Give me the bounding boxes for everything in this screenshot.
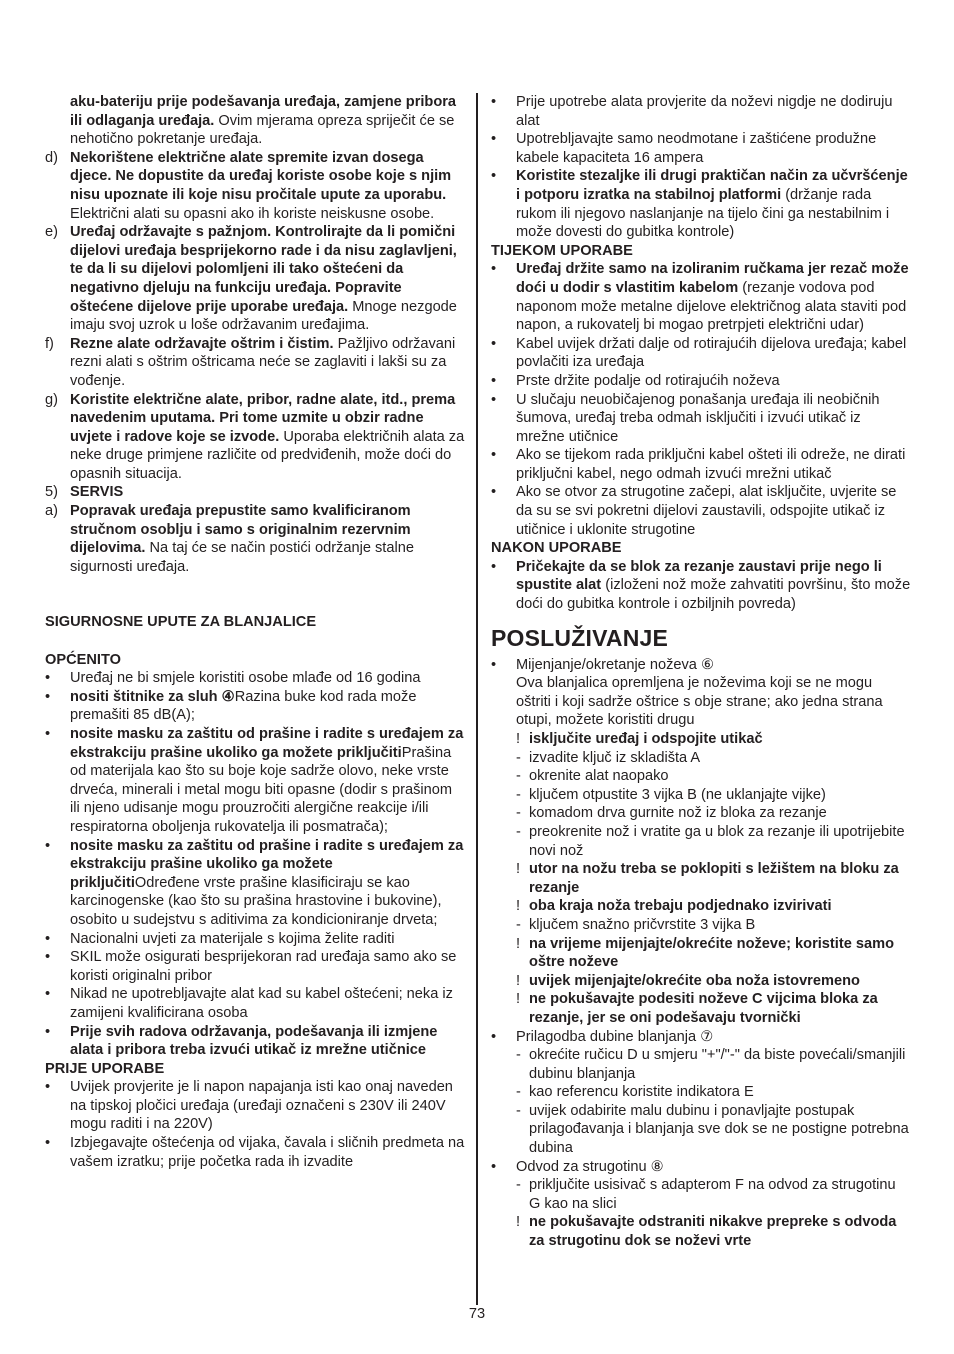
item-text: izvadite ključ iz skladišta A [529, 749, 701, 766]
numbered-item [45, 335, 465, 391]
item-text: komadom drva gurnite nož iz bloka za rezanje [529, 805, 827, 822]
item-text: Kabel uvijek držati dalje od rotirajućih dijelova uređaja; kabel povlačiti iza uređaja [516, 335, 907, 371]
bold-text: Popravak uređaja prepustite samo kvalificiranom stručnom osoblju i samo s originalnim rezervnim dijelovima. [70, 503, 411, 557]
bullet-item [491, 446, 911, 483]
bullet-item [45, 930, 465, 949]
section-heading: SIGURNOSNE UPUTE ZA BLANJALICE [45, 614, 317, 631]
item-marker: • [45, 726, 51, 742]
item-text: (držanje rada rukom ili njegovo naslanjanje na tijelo čini ga nestabilnim i može dovesti do gubitka kontrole) [516, 186, 890, 241]
bold-text: oba kraja noža trebaju podjednako izvirivati [529, 898, 832, 915]
item-marker: • [491, 335, 497, 352]
item-text: preokrenite nož i vratite ga u blok za rezanje ili upotrijebite novi nož [529, 823, 905, 859]
item-marker: • [491, 484, 497, 501]
section-heading: PRIJE UPORABE [45, 1060, 165, 1077]
item-marker: e) [45, 224, 58, 241]
bold-text: nosite masku za zaštitu od prašine i radite s uređajem za ekstrakciju prašine ukoliko ga možete priključiti [70, 837, 464, 891]
item-text: okrećite ručicu D u smjeru "+"/"-" da biste povećali/smanjili dubinu blanjanja [529, 1047, 906, 1082]
section-heading: TIJEKOM UPORABE [491, 242, 633, 259]
item-text: uvijek odabirite malu dubinu i ponavljajte postupak prilagođavanja i blanjanja sve dok se ne postigne potrebna dubina [529, 1102, 909, 1157]
bullet-item [491, 335, 911, 372]
spacer [45, 576, 465, 613]
item-marker: • [491, 168, 497, 185]
item-marker: - [516, 916, 521, 933]
item-marker: • [45, 949, 51, 966]
bullet-item [491, 483, 911, 539]
bullet-item [491, 93, 911, 130]
item-text: Na taj će se način postići održanje stalne sigurnosti uređaja. [70, 540, 414, 575]
item-text: Prašina od materijala kao što su boje koje sadrže olovo, neke vrste drveća, minerali i metal mogu biti opasne (dodir s prašinom ili njeno udisanje mogu prouzročiti alergične reakcije i/ili respiratorna oboljenja rukovatelja ili posmatrača); [70, 744, 453, 835]
item-text: Odvod za strugotinu ⑧ [516, 1158, 664, 1175]
page-number: 73 [468, 1306, 486, 1322]
item-marker: • [45, 1023, 51, 1040]
bold-text: Nekorištene električne alate spremite izvan dosega djece. Ne dopustite da uređaj koriste osobe koje s njim nisu upoznate ili koje nisu pročitale upute za uporabu. [70, 149, 452, 203]
bullet-item [45, 669, 465, 688]
item-marker: • [45, 986, 51, 1003]
bullet-item [491, 167, 911, 241]
item-text: Nacionalni uvjeti za materijale s kojima želite raditi [70, 930, 395, 947]
item-marker: - [516, 768, 521, 785]
item-text: Razina buke kod rada može premašiti 85 dB(A); [70, 688, 417, 724]
item-marker: d) [45, 149, 58, 166]
item-marker: - [516, 1177, 521, 1194]
item-text: (izloženi nož može zahvatiti površinu, što može doći do gubitka kontrole i ozbiljnih povreda) [516, 577, 911, 613]
bullet-item [45, 948, 465, 985]
item-text: Ovim mjerama opreza spriječit će se nehotično pokretanje uređaja. [70, 112, 455, 148]
bold-text: na vrijeme mijenjajte/okrećite noževe; koristite samo oštre noževe [529, 935, 894, 971]
item-text: priključite usisivač s adapterom F na odvod za strugotinu G kao na slici [529, 1177, 896, 1212]
bullet-item [491, 130, 911, 167]
item-marker: ! [516, 972, 521, 989]
item-text: Određene vrste prašine klasificiraju se kao karcinogenske (kao što su prašina hrastovine i bukovine), osobito u sudejstvu s aditivima za kondicioniranje drveta; [70, 874, 442, 928]
item-text: U slučaju neuobičajenog ponašanja uređaja ili neobičnih šumova, uređaj treba odmah isključiti i izvući utikač iz mrežne utičnice [516, 391, 880, 445]
numbered-item [45, 391, 465, 484]
sub-item [491, 749, 911, 768]
item-marker: • [45, 1135, 51, 1152]
numbered-item [45, 483, 465, 502]
item-marker: • [491, 131, 497, 148]
bold-text: Koristite električne alate, pribor, radne alate, itd., prema navedenim uputama. Pri tome uzmite u obzir radne uvjete i radove koje se izvode. [70, 391, 456, 445]
bold-text: nosite masku za zaštitu od prašine i radite s uređajem za ekstrakciju prašine ukoliko ga možete priključiti [70, 726, 464, 761]
item-marker: a) [45, 503, 58, 520]
sub-item [491, 972, 911, 991]
bullet-item [491, 260, 911, 334]
bold-text: Koristite stezaljke ili drugi praktičan način za učvršćenje i potporu izratka na stabilnoj platformi [516, 168, 908, 203]
item-text: Ako se tijekom rada priključni kabel ošteti ili odreže, ne dirati priključni kabel, nego odmah izvući mrežni utikač [516, 447, 906, 482]
bold-text: aku-bateriju prije podešavanja uređaja, zamjene pribora ili odlaganja uređaja. [70, 94, 457, 129]
item-marker: ! [516, 731, 521, 747]
paragraph [491, 674, 911, 730]
sub-item [491, 1083, 911, 1102]
bullet-item [45, 725, 465, 837]
item-marker: • [45, 670, 51, 687]
item-text: Prije upotrebe alata provjerite da noževi nigdje ne dodiruju alat [516, 94, 893, 129]
section-heading: OPĆENITO [45, 651, 121, 668]
sub-item [491, 786, 911, 805]
item-text: Ako se otvor za strugotine začepi, alat isključite, uvjerite se da su se svi pokretni dijelovi zaustavili, odspojite utikač iz utičnice i uklonite strugotine [516, 484, 897, 538]
bullet-item [45, 1134, 465, 1171]
bold-text: SERVIS [70, 484, 124, 501]
item-text: okrenite alat naopako [529, 768, 669, 785]
item-marker: • [491, 1028, 497, 1045]
sub-item [491, 860, 911, 897]
bold-text: Uređaj držite samo na izoliranim ručkama jer rezač može doći u dodir s vlastitim kabelom [516, 261, 909, 296]
item-marker: f) [45, 335, 54, 352]
item-marker: - [516, 1084, 521, 1101]
item-marker: - [516, 1047, 521, 1064]
bold-text: nositi štitnike za sluh ④ [70, 688, 235, 705]
spacer [45, 632, 465, 651]
item-marker: • [491, 1158, 497, 1175]
item-text: ključem snažno pričvrstite 3 vijka B [529, 916, 756, 933]
sub-item [491, 1102, 911, 1158]
item-marker: - [516, 786, 521, 803]
bold-text: Pričekajte da se blok za rezanje zaustavi prije nego li spustite alat [516, 558, 882, 594]
item-marker: ! [516, 935, 521, 952]
item-text: Uvijek provjerite je li napon napajanja isti kao onaj naveden na tipskoj pločici uređaja (uređaji označeni s 230V ili 240V mogu raditi i na 220V) [70, 1079, 453, 1133]
bullet-item [45, 985, 465, 1022]
left-column [45, 93, 465, 1171]
item-marker: • [491, 261, 497, 278]
sub-item [491, 990, 911, 1027]
bullet-item [45, 1023, 465, 1060]
item-marker: • [491, 558, 497, 575]
item-marker: • [45, 688, 51, 705]
item-text: ključem otpustite 3 vijka B (ne uklanjajte vijke) [529, 786, 826, 803]
sub-item [491, 730, 911, 749]
item-marker: - [516, 805, 521, 822]
section-title: POSLUŽIVANJE [491, 624, 669, 651]
bullet-item [45, 688, 465, 725]
sub-item [491, 916, 911, 935]
item-marker: ! [516, 861, 521, 878]
item-text: SKIL može osigurati besprijekoran rad uređaja samo ako se koristi originalni pribor [70, 949, 457, 984]
bullet-item [491, 558, 911, 614]
item-text: Pažljivo održavani rezni alati s oštrim oštricama neće se zaglaviti i lakši su za vođenje. [70, 335, 456, 389]
sub-item [491, 804, 911, 823]
sub-item [491, 935, 911, 972]
bold-text: isključite uređaj i odspojite utikač [529, 731, 763, 747]
item-text: Električni alati su opasni ako ih koriste neiskusne osobe. [70, 205, 435, 222]
bullet-item [491, 656, 911, 675]
item-text: kao referencu koristite indikatora E [529, 1084, 754, 1101]
paragraph-text: Ova blanjalica opremljena je noževima koji se ne mogu oštriti i koji sadrže oštrice s obje strane; ako jedna strana otupi, možete koristiti drugu [516, 675, 883, 729]
numbered-item [45, 149, 465, 223]
bold-text: uvijek mijenjajte/okrećite oba noža istovremeno [529, 972, 860, 989]
sub-item [491, 767, 911, 786]
sub-item [491, 1046, 911, 1083]
sub-item [491, 1213, 911, 1250]
right-column [491, 93, 911, 1251]
item-marker: • [491, 391, 497, 408]
item-marker: ! [516, 898, 521, 915]
item-text: Izbjegavajte oštećenja od vijaka, čavala i sličnih predmeta na vašem izratku; prije početka rada ih izvadite [70, 1135, 465, 1170]
item-text: Prste držite podalje od rotirajućih noževa [516, 372, 780, 389]
item-marker: ! [516, 991, 521, 1008]
item-marker: • [45, 837, 51, 854]
bullet-item [45, 837, 465, 930]
bold-text: Prije svih radova održavanja, podešavanja ili izmjene alata i pribora treba izvući utikač iz mrežne utičnice [70, 1023, 438, 1059]
numbered-item [45, 223, 465, 335]
bullet-item [491, 391, 911, 447]
bullet-item [491, 372, 911, 391]
bullet-item [491, 1158, 911, 1177]
item-marker: • [491, 94, 497, 110]
column-divider [476, 93, 478, 1305]
item-marker: - [516, 823, 521, 840]
sub-item [491, 897, 911, 916]
item-marker: g) [45, 391, 58, 408]
item-text: Uporaba električnih alata za neke druge primjene različite od predviđenih, može doći do opasnih situacija. [70, 428, 465, 482]
section-heading: NAKON UPORABE [491, 540, 622, 557]
bullet-item [491, 1028, 911, 1047]
item-text: (rezanje vodova pod naponom može metalne dijelove električnog alata staviti pod napon, a rukovatelj bi mogao pretrpjeti električni udar) [516, 279, 907, 334]
bold-text: ne pokušavajte podesiti noževe C vijcima bloka za rezanje, jer se oni podešavaju tvornički [529, 991, 878, 1026]
item-marker: • [491, 656, 497, 673]
paragraph [45, 93, 465, 149]
item-text: Uređaj ne bi smjele koristiti osobe mlađe od 16 godina [70, 670, 421, 687]
bullet-item [45, 1078, 465, 1134]
item-text: Nikad ne upotrebljavajte alat kad su kabel oštećeni; neka iz zamijeni kvalificirana osoba [70, 986, 453, 1021]
item-text: Mnoge nezgode imaju svoj uzrok u loše održavanim uređajima. [70, 298, 457, 334]
bold-text: Rezne alate održavajte oštrim i čistim. [70, 335, 334, 352]
bold-text: utor na nožu treba se poklopiti s ležištem na bloku za rezanje [529, 861, 899, 896]
item-marker: • [491, 447, 497, 464]
item-marker: - [516, 749, 521, 766]
bold-text: ne pokušavajte odstraniti nikakve prepreke s odvoda za strugotinu dok se noževi vrte [529, 1214, 897, 1250]
item-text: Prilagodba dubine blanjanja ⑦ [516, 1028, 714, 1045]
item-marker: • [491, 372, 497, 389]
sub-item [491, 823, 911, 860]
sub-item [491, 1176, 911, 1213]
item-text: Upotrebljavajte samo neodmotane i zaštićene produžne kabele kapaciteta 16 ampera [516, 131, 877, 166]
item-marker: - [516, 1102, 521, 1119]
item-marker: • [45, 930, 51, 947]
item-marker: • [45, 1079, 51, 1096]
numbered-item [45, 502, 465, 576]
bold-text: Uređaj održavajte s pažnjom. Kontrolirajte da li pomični dijelovi uređaja besprijekorno rade i da nisu zaglavljeni, te da li su dijelovi polomljeni ili tako oštećeni da negativno djeluju na funkciju uređaja. Popravite oštećene dijelove prije uporabe uređaja. [70, 224, 457, 315]
item-marker: 5) [45, 484, 58, 501]
item-text: Mijenjanje/okretanje noževa ⑥ [516, 656, 715, 673]
item-marker: ! [516, 1214, 521, 1231]
